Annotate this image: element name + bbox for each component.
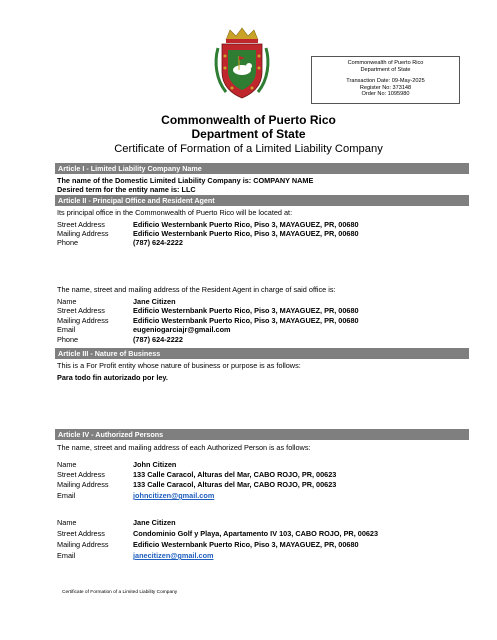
person-2-email-link[interactable]: janecitizen@gmail.com — [133, 551, 214, 560]
office-intro: Its principal office in the Commonwealth of Puerto Rico will be located at: — [57, 208, 293, 217]
article-4-heading: Article IV - Authorized Persons — [55, 429, 469, 440]
person-2-street-label: Street Address — [57, 529, 105, 538]
agent-name-label: Name — [57, 297, 77, 306]
person-2-name-value: Jane Citizen — [133, 518, 176, 527]
company-name-line: The name of the Domestic Limited Liability Company is: COMPANY NAME — [57, 176, 314, 185]
person-1-street-value: 133 Calle Caracol, Alturas del Mar, CABO ROJO, PR, 00623 — [133, 470, 337, 479]
coat-of-arms-icon — [212, 26, 272, 102]
title-commonwealth: Commonwealth of Puerto Rico — [161, 113, 336, 127]
article-3-heading: Article III - Nature of Business — [55, 348, 469, 359]
person-2-mailing-value: Edificio Westernbank Puerto Rico, Piso 3, MAYAGUEZ, PR, 00680 — [133, 540, 359, 549]
office-street-value: Edificio Westernbank Puerto Rico, Piso 3, MAYAGUEZ, PR, 00680 — [133, 220, 359, 229]
transaction-info-box — [311, 56, 460, 104]
person-1-street-label: Street Address — [57, 470, 105, 479]
agent-email-value: eugeniogarciajr@gmail.com — [133, 325, 231, 334]
office-mailing-value: Edificio Westernbank Puerto Rico, Piso 3, MAYAGUEZ, PR, 00680 — [133, 229, 359, 238]
persons-intro: The name, street and mailing address of each Authorized Person is as follows: — [57, 443, 311, 452]
agent-name-value: Jane Citizen — [133, 297, 176, 306]
agent-email-label: Email — [57, 325, 76, 334]
person-1-email-label: Email — [57, 491, 76, 500]
tx-department: Department of State — [360, 66, 411, 73]
agent-mailing-label: Mailing Address — [57, 316, 109, 325]
article-2-heading: Article II - Principal Office and Resident Agent — [55, 195, 469, 206]
agent-intro: The name, street and mailing address of the Resident Agent in charge of said office is: — [57, 285, 336, 294]
agent-phone-value: (787) 624-2222 — [133, 335, 183, 344]
person-2-street-value: Condominio Golf y Playa, Apartamento IV 103, CABO ROJO, PR, 00623 — [133, 529, 379, 538]
agent-street-value: Edificio Westernbank Puerto Rico, Piso 3, MAYAGUEZ, PR, 00680 — [133, 306, 359, 315]
person-1-mailing-value: 133 Calle Caracol, Alturas del Mar, CABO ROJO, PR, 00623 — [133, 480, 337, 489]
tx-order-no: Order No: 1095980 — [361, 91, 410, 98]
person-1-mailing-label: Mailing Address — [57, 480, 109, 489]
title-department: Department of State — [191, 127, 306, 141]
certificate-subtitle: Certificate of Formation of a Limited Liability Company — [114, 143, 383, 155]
agent-phone-label: Phone — [57, 335, 79, 344]
business-purpose: Para todo fin autorizado por ley. — [57, 373, 168, 382]
person-1-name-value: John Citizen — [133, 460, 177, 469]
office-street-label: Street Address — [57, 220, 105, 229]
agent-street-label: Street Address — [57, 306, 105, 315]
entity-term-line: Desired term for the entity name is: LLC — [57, 185, 196, 194]
tx-register-no: Register No: 373148 — [359, 84, 412, 91]
page-footer: Certificate of Formation of a Limited Liability Company — [62, 590, 178, 595]
office-phone-label: Phone — [57, 238, 79, 247]
tx-commonwealth: Commonwealth of Puerto Rico — [347, 60, 424, 66]
tx-transaction-date: Transaction Date: 09-May-2025 — [346, 78, 425, 85]
person-1-email-link[interactable]: johncitizen@gmail.com — [133, 491, 215, 500]
office-mailing-label: Mailing Address — [57, 229, 109, 238]
person-2-email-label: Email — [57, 551, 76, 560]
person-2-name-label: Name — [57, 518, 77, 527]
office-phone-value: (787) 624-2222 — [133, 238, 183, 247]
person-2-mailing-label: Mailing Address — [57, 540, 109, 549]
agent-mailing-value: Edificio Westernbank Puerto Rico, Piso 3, MAYAGUEZ, PR, 00680 — [133, 316, 359, 325]
article-1-heading: Article I - Limited Liability Company Name — [55, 163, 469, 174]
person-1-name-label: Name — [57, 460, 77, 469]
nature-intro: This is a For Profit entity whose nature of business or purpose is as follows: — [57, 361, 301, 370]
